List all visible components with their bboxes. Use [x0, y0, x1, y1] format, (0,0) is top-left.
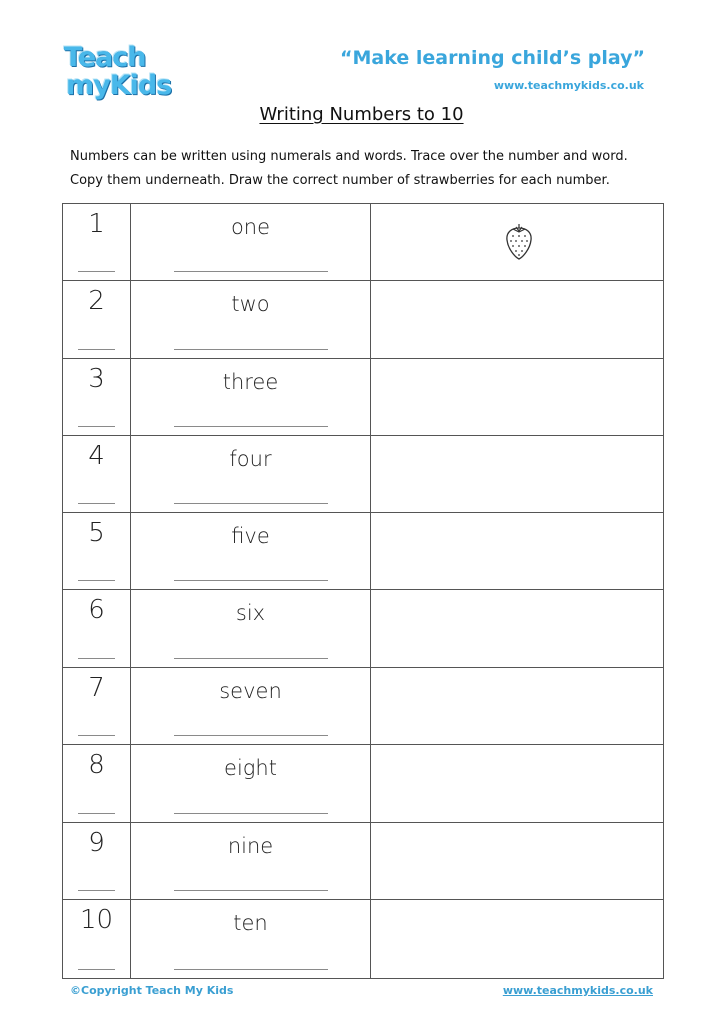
worksheet-row — [63, 668, 664, 745]
drawing-cell[interactable] — [371, 668, 664, 745]
word-writing-line[interactable] — [174, 969, 328, 970]
word-writing-line[interactable] — [174, 580, 328, 581]
word-cell — [131, 513, 371, 590]
footer-website-link[interactable]: www.teachmykids.co.uk — [502, 984, 653, 997]
numeral-writing-line[interactable] — [78, 969, 115, 970]
numeral-cell — [63, 745, 131, 823]
word-trace: two — [231, 292, 270, 316]
strawberry-icon — [503, 222, 535, 262]
word-writing-line[interactable] — [174, 503, 328, 504]
word-cell — [131, 359, 371, 436]
worksheet-row — [63, 359, 664, 436]
footer-copyright: ©Copyright Teach My Kids — [70, 984, 234, 997]
numeral-cell — [63, 668, 131, 745]
word-trace: six — [235, 601, 266, 625]
word-writing-line[interactable] — [174, 271, 328, 272]
teach-my-kids-logo — [62, 42, 172, 104]
word-writing-line[interactable] — [174, 349, 328, 350]
worksheet-row — [63, 281, 664, 359]
word-writing-line[interactable] — [174, 735, 328, 736]
instructions-line-2: Copy them underneath. Draw the correct number of strawberries for each number. — [70, 173, 610, 188]
word-cell — [131, 745, 371, 823]
numeral-trace: 1 — [88, 209, 105, 239]
numeral-writing-line[interactable] — [78, 658, 115, 659]
worksheet-row — [63, 204, 664, 281]
word-trace: eight — [224, 756, 277, 780]
word-cell — [131, 281, 371, 359]
word-trace: ten — [233, 911, 268, 935]
word-cell — [131, 900, 371, 979]
numeral-trace: 5 — [88, 518, 105, 548]
numeral-writing-line[interactable] — [78, 813, 115, 814]
page-title — [0, 104, 723, 125]
word-trace: nine — [227, 834, 274, 858]
word-trace: three — [222, 370, 279, 394]
word-trace: seven — [219, 679, 282, 703]
numeral-writing-line[interactable] — [78, 271, 115, 272]
numeral-cell — [63, 204, 131, 281]
drawing-cell[interactable] — [371, 590, 664, 668]
drawing-cell[interactable] — [371, 359, 664, 436]
numeral-writing-line[interactable] — [78, 349, 115, 350]
drawing-cell[interactable] — [371, 900, 664, 979]
worksheet-row — [63, 436, 664, 513]
word-trace: four — [229, 447, 272, 471]
worksheet-row — [63, 513, 664, 590]
numeral-writing-line[interactable] — [78, 735, 115, 736]
numeral-trace: 3 — [88, 364, 105, 394]
worksheet-row — [63, 900, 664, 979]
drawing-cell[interactable] — [371, 513, 664, 590]
numeral-trace: 4 — [88, 441, 105, 471]
numeral-trace: 6 — [88, 595, 105, 625]
drawing-cell[interactable] — [371, 823, 664, 900]
numeral-cell — [63, 436, 131, 513]
worksheet-row — [63, 745, 664, 823]
numeral-writing-line[interactable] — [78, 580, 115, 581]
logo-text-teach: Teach — [64, 42, 146, 73]
word-cell — [131, 668, 371, 745]
numeral-cell — [63, 513, 131, 590]
word-cell — [131, 823, 371, 900]
worksheet-row — [63, 823, 664, 900]
instructions-line-1: Numbers can be written using numerals and words. Trace over the number and word. — [70, 149, 628, 164]
numeral-trace: 9 — [88, 828, 105, 858]
tagline: “Make learning child’s play” — [340, 47, 645, 69]
word-trace: one — [230, 215, 271, 239]
word-cell — [131, 590, 371, 668]
word-writing-line[interactable] — [174, 658, 328, 659]
word-writing-line[interactable] — [174, 890, 328, 891]
logo-text-mykids: myKids — [66, 70, 172, 101]
word-trace: five — [231, 524, 270, 548]
word-cell — [131, 436, 371, 513]
numeral-trace: 8 — [88, 750, 105, 780]
page-title-text: Writing Numbers to 10 — [259, 104, 464, 125]
worksheet-table — [62, 203, 664, 979]
numeral-cell — [63, 823, 131, 900]
numeral-cell — [63, 900, 131, 979]
numeral-writing-line[interactable] — [78, 426, 115, 427]
word-cell — [131, 204, 371, 281]
instructions — [70, 145, 670, 193]
drawing-cell[interactable] — [371, 745, 664, 823]
numeral-trace: 2 — [88, 286, 105, 316]
worksheet-row — [63, 590, 664, 668]
numeral-trace: 7 — [88, 673, 105, 703]
numeral-cell — [63, 281, 131, 359]
drawing-cell[interactable] — [371, 436, 664, 513]
numeral-cell — [63, 590, 131, 668]
numeral-writing-line[interactable] — [78, 890, 115, 891]
numeral-writing-line[interactable] — [78, 503, 115, 504]
drawing-cell[interactable] — [371, 281, 664, 359]
numeral-cell — [63, 359, 131, 436]
word-writing-line[interactable] — [174, 813, 328, 814]
word-writing-line[interactable] — [174, 426, 328, 427]
drawing-cell[interactable] — [371, 204, 664, 281]
numeral-trace: 10 — [79, 905, 114, 935]
header-website: www.teachmykids.co.uk — [493, 79, 644, 92]
